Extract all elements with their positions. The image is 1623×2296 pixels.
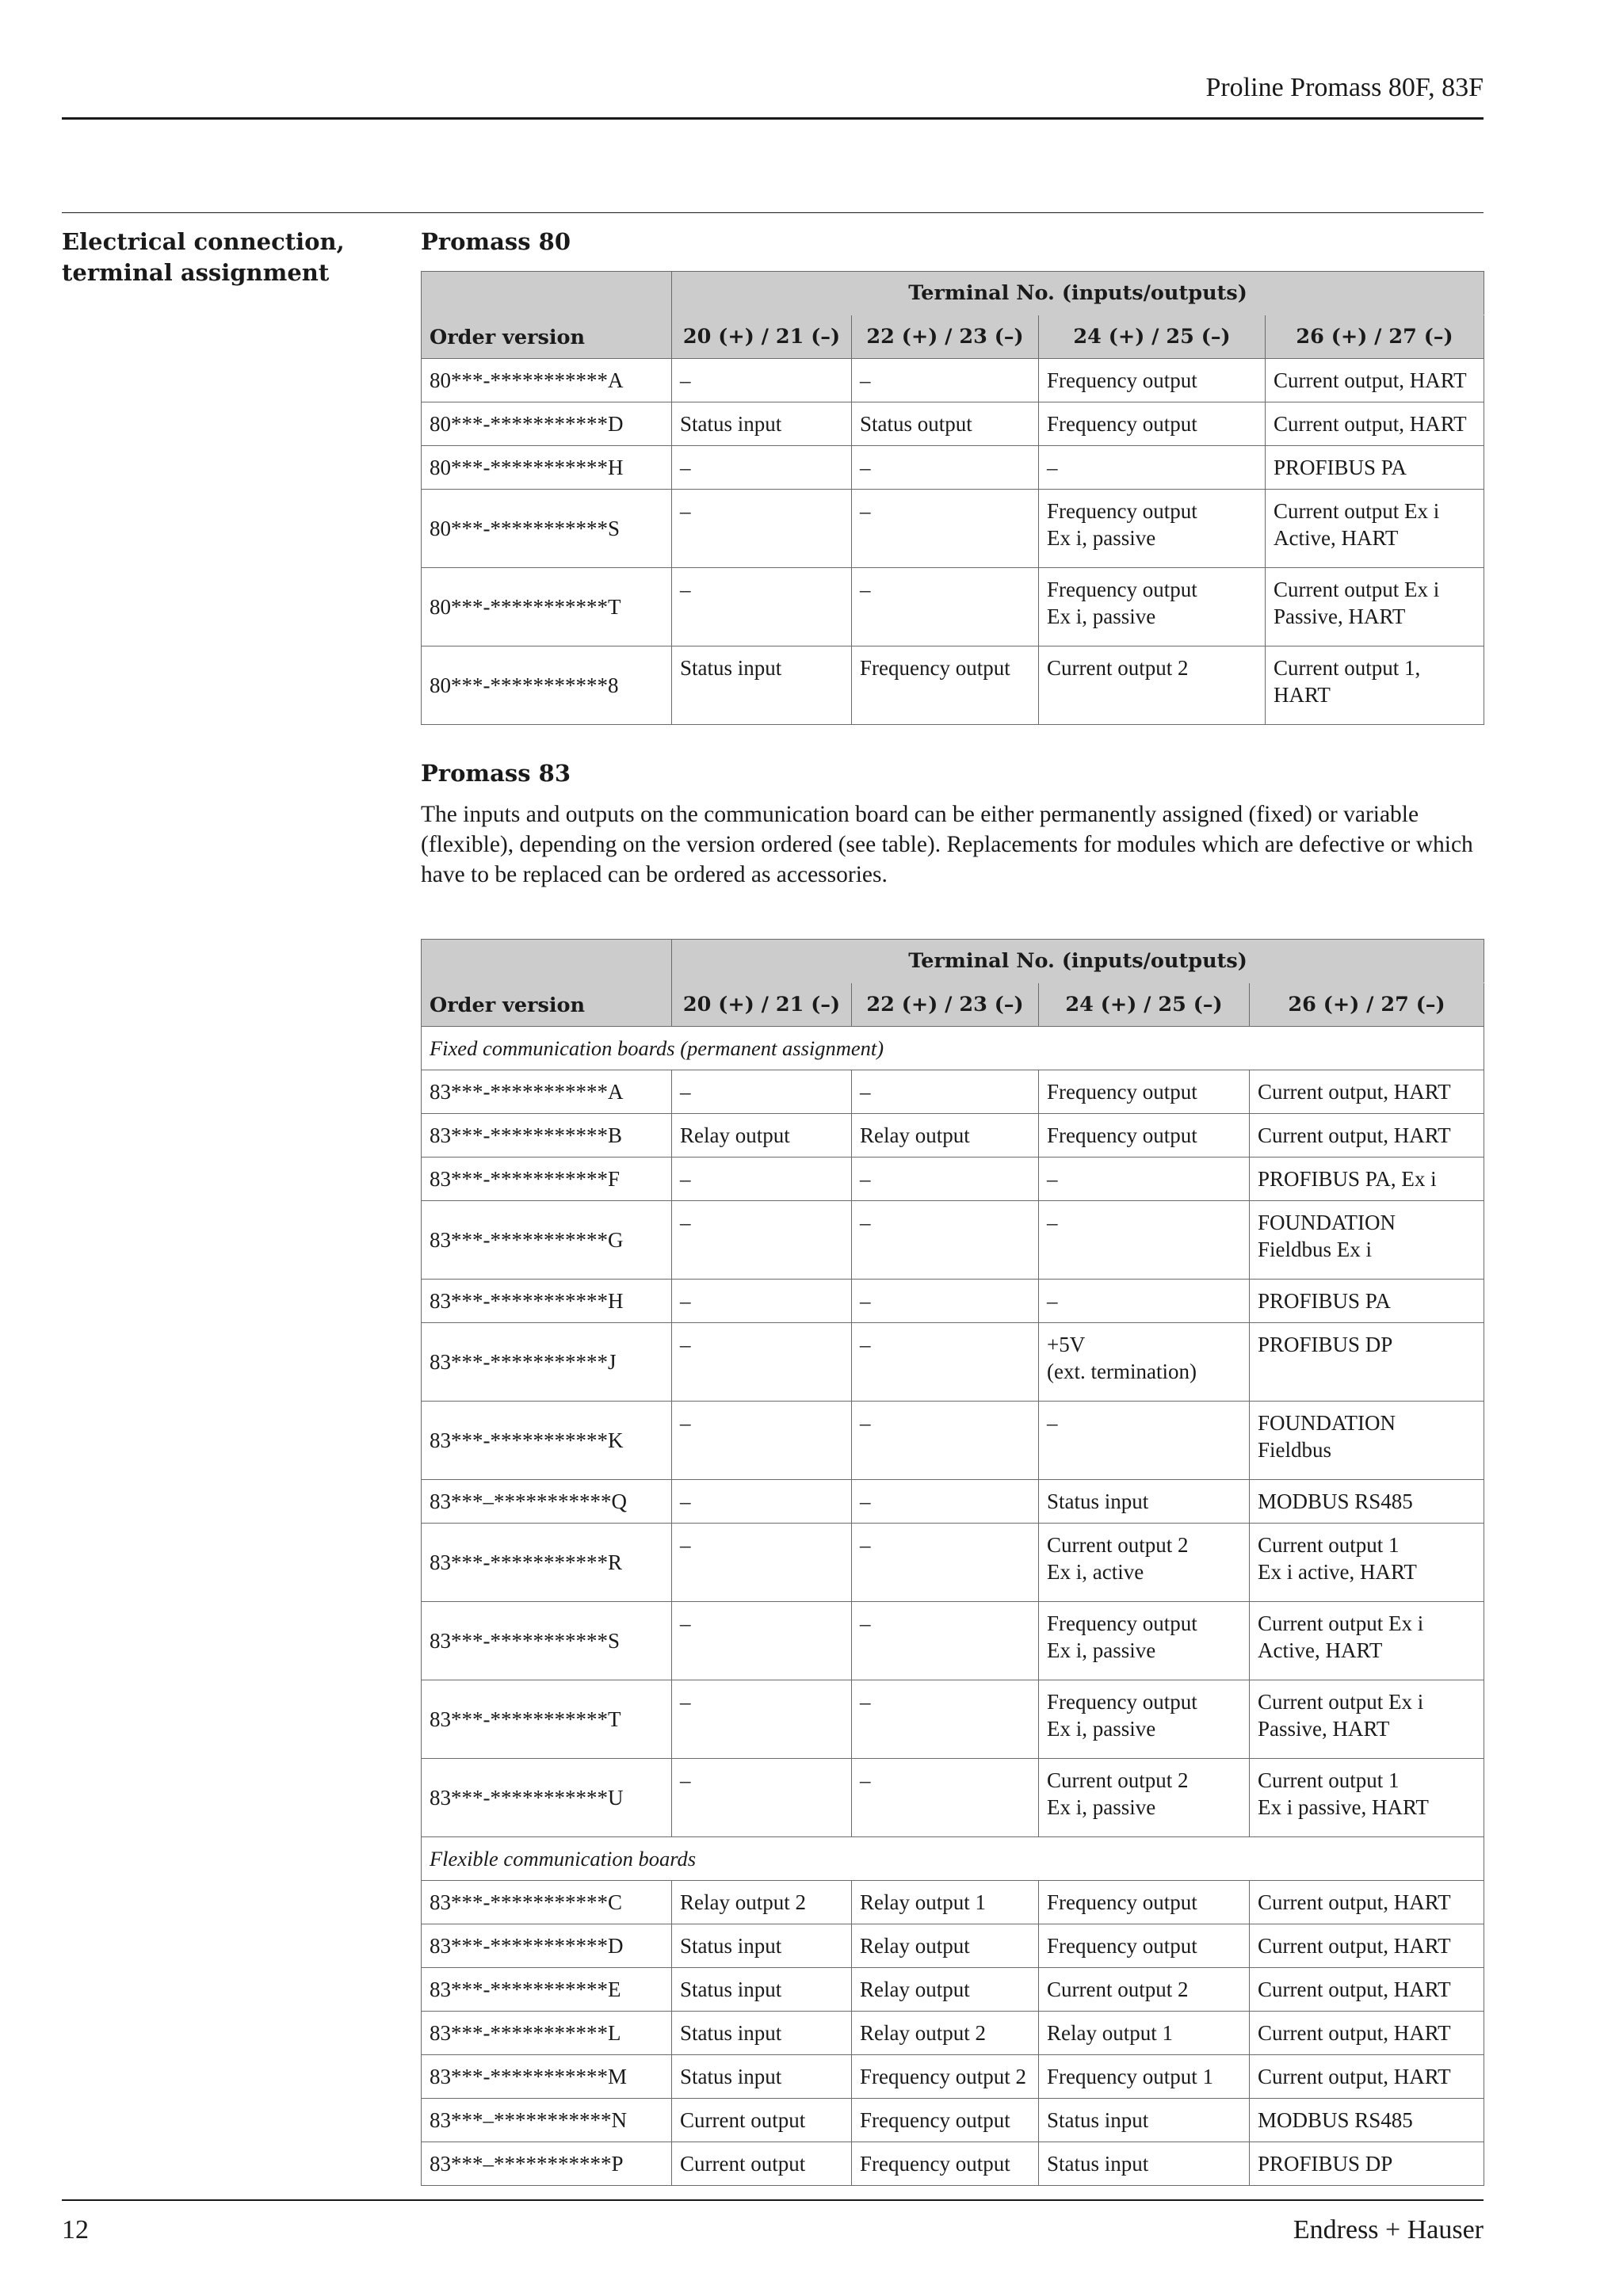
terminal-20-21-cell: Current output <box>672 2142 852 2186</box>
terminal-26-27-cell: PROFIBUS DP <box>1250 1323 1484 1402</box>
column-header-20-21: 20 (+) / 21 (–) <box>672 315 852 359</box>
terminal-20-21-cell: Current output <box>672 2099 852 2142</box>
column-header-24-25: 24 (+) / 25 (–) <box>1039 983 1250 1027</box>
brand-name: Endress + Hauser <box>1293 2215 1484 2245</box>
terminal-26-27-cell: Current output 1, HART <box>1266 646 1484 725</box>
promass80-table <box>421 271 1484 725</box>
order-version-cell: 83***-***********H <box>422 1280 672 1323</box>
promass83-table-body <box>422 1027 1484 1070</box>
terminal-22-23-cell: – <box>852 1602 1039 1680</box>
terminal-24-25-cell: Current output 2 <box>1039 646 1266 725</box>
terminal-24-25-cell: Frequency output <box>1039 1114 1250 1158</box>
terminal-26-27-cell: Current output, HART <box>1250 1881 1484 1924</box>
terminal-22-23-cell: – <box>852 568 1039 646</box>
terminal-20-21-cell: – <box>672 359 852 402</box>
order-version-cell: 83***-***********E <box>422 1968 672 2012</box>
terminal-26-27-cell: Current output, HART <box>1266 359 1484 402</box>
terminal-26-27-cell: FOUNDATION Fieldbus <box>1250 1402 1484 1480</box>
terminal-26-27-cell: Current output, HART <box>1266 402 1484 446</box>
group-label-fixed: Fixed communication boards (permanent assignment) <box>422 1027 1484 1070</box>
table-row <box>422 359 1484 402</box>
terminal-20-21-cell: Status input <box>672 1924 852 1968</box>
terminal-26-27-cell: PROFIBUS PA <box>1266 446 1484 490</box>
terminal-24-25-cell: Frequency output Ex i, passive <box>1039 1680 1250 1759</box>
terminal-26-27-cell: FOUNDATION Fieldbus Ex i <box>1250 1201 1484 1280</box>
terminal-22-23-cell: Status output <box>852 402 1039 446</box>
terminal-24-25-cell: Status input <box>1039 1480 1250 1524</box>
terminal-20-21-cell: Relay output 2 <box>672 1881 852 1924</box>
terminal-header: Terminal No. (inputs/outputs) <box>672 940 1484 983</box>
order-version-cell: 83***-***********C <box>422 1881 672 1924</box>
order-version-cell: 83***-***********J <box>422 1323 672 1402</box>
order-version-cell: 83***-***********U <box>422 1759 672 1837</box>
terminal-20-21-cell: – <box>672 1759 852 1837</box>
table-row <box>422 402 1484 446</box>
terminal-26-27-cell: PROFIBUS PA, Ex i <box>1250 1158 1484 1201</box>
terminal-24-25-cell: Status input <box>1039 2142 1250 2186</box>
promass83-table-wrap <box>421 939 1484 2186</box>
terminal-24-25-cell: Current output 2 <box>1039 1968 1250 2012</box>
terminal-26-27-cell: MODBUS RS485 <box>1250 2099 1484 2142</box>
group-row-flexible <box>422 1837 1484 1881</box>
table-row <box>422 1402 1484 1480</box>
order-version-cell: 83***-***********M <box>422 2055 672 2099</box>
table-row <box>422 2142 1484 2186</box>
terminal-22-23-cell: – <box>852 446 1039 490</box>
table-row <box>422 568 1484 646</box>
terminal-26-27-cell: Current output 1 Ex i active, HART <box>1250 1524 1484 1602</box>
order-version-cell: 83***-***********A <box>422 1070 672 1114</box>
order-version-cell: 83***-***********D <box>422 1924 672 1968</box>
terminal-26-27-cell: Current output, HART <box>1250 2055 1484 2099</box>
order-version-cell: 80***-***********A <box>422 359 672 402</box>
terminal-20-21-cell: Status input <box>672 2055 852 2099</box>
table-row <box>422 1323 1484 1402</box>
terminal-24-25-cell: – <box>1039 1201 1250 1280</box>
terminal-22-23-cell: – <box>852 1280 1039 1323</box>
order-version-cell: 80***-***********S <box>422 490 672 568</box>
group-label-flexible: Flexible communication boards <box>422 1837 1484 1881</box>
table-row <box>422 2055 1484 2099</box>
promass80-heading: Promass 80 <box>421 228 571 255</box>
terminal-20-21-cell: – <box>672 1480 852 1524</box>
terminal-20-21-cell: – <box>672 568 852 646</box>
group-row-fixed <box>422 1027 1484 1070</box>
terminal-24-25-cell: Frequency output 1 <box>1039 2055 1250 2099</box>
terminal-24-25-cell: Current output 2 Ex i, active <box>1039 1524 1250 1602</box>
terminal-24-25-cell: Frequency output <box>1039 359 1266 402</box>
promass83-flexible-group <box>422 1837 1484 1881</box>
promass83-fixed-rows <box>422 1070 1484 1837</box>
section-rule <box>62 212 1484 213</box>
table-row <box>422 446 1484 490</box>
table-row <box>422 490 1484 568</box>
order-version-cell: 83***-***********S <box>422 1602 672 1680</box>
terminal-22-23-cell: Relay output 2 <box>852 2012 1039 2055</box>
order-version-cell: 83***-***********L <box>422 2012 672 2055</box>
promass83-flexible-rows <box>422 1881 1484 2186</box>
terminal-20-21-cell: Status input <box>672 2012 852 2055</box>
terminal-20-21-cell: – <box>672 1158 852 1201</box>
terminal-20-21-cell: – <box>672 1280 852 1323</box>
column-header-order-version: Order version <box>422 940 672 1027</box>
terminal-24-25-cell: – <box>1039 1158 1250 1201</box>
terminal-26-27-cell: MODBUS RS485 <box>1250 1480 1484 1524</box>
terminal-26-27-cell: Current output Ex i Active, HART <box>1266 490 1484 568</box>
terminal-24-25-cell: Frequency output <box>1039 402 1266 446</box>
terminal-24-25-cell: Relay output 1 <box>1039 2012 1250 2055</box>
terminal-26-27-cell: Current output Ex i Active, HART <box>1250 1602 1484 1680</box>
terminal-20-21-cell: Relay output <box>672 1114 852 1158</box>
terminal-26-27-cell: PROFIBUS DP <box>1250 2142 1484 2186</box>
terminal-20-21-cell: – <box>672 1524 852 1602</box>
order-version-cell: 83***-***********K <box>422 1402 672 1480</box>
terminal-22-23-cell: – <box>852 1158 1039 1201</box>
terminal-24-25-cell: Frequency output Ex i, passive <box>1039 568 1266 646</box>
terminal-26-27-cell: Current output, HART <box>1250 2012 1484 2055</box>
terminal-header: Terminal No. (inputs/outputs) <box>672 272 1484 315</box>
table-row <box>422 1114 1484 1158</box>
promass83-section <box>421 758 1484 890</box>
terminal-24-25-cell: Frequency output <box>1039 1924 1250 1968</box>
terminal-26-27-cell: PROFIBUS PA <box>1250 1280 1484 1323</box>
promass80-table-body <box>422 359 1484 725</box>
side-heading <box>62 227 379 288</box>
table-row <box>422 1201 1484 1280</box>
promass83-intro: The inputs and outputs on the communication board can be either permanently assigned (fixed) or variable (flexible), depending on the version ordered (see table). Replacements for modules which are defective or which have to be replaced can be ordered as accessories. <box>421 802 1473 887</box>
promass80-table-wrap <box>421 271 1484 725</box>
terminal-22-23-cell: Frequency output <box>852 2099 1039 2142</box>
terminal-26-27-cell: Current output Ex i Passive, HART <box>1250 1680 1484 1759</box>
side-heading-line-1: Electrical connection, <box>62 228 345 255</box>
terminal-24-25-cell: Status input <box>1039 2099 1250 2142</box>
promass83-table <box>421 939 1484 2186</box>
table-row <box>422 1759 1484 1837</box>
column-header-22-23: 22 (+) / 23 (–) <box>852 315 1039 359</box>
order-version-cell: 83***-***********T <box>422 1680 672 1759</box>
terminal-20-21-cell: – <box>672 490 852 568</box>
column-header-order-version: Order version <box>422 272 672 359</box>
table-row <box>422 1968 1484 2012</box>
table-row <box>422 1070 1484 1114</box>
terminal-22-23-cell: Relay output 1 <box>852 1881 1039 1924</box>
table-row <box>422 1524 1484 1602</box>
order-version-cell: 80***-***********T <box>422 568 672 646</box>
terminal-22-23-cell: – <box>852 1480 1039 1524</box>
terminal-20-21-cell: – <box>672 1323 852 1402</box>
terminal-22-23-cell: Frequency output 2 <box>852 2055 1039 2099</box>
terminal-20-21-cell: – <box>672 1402 852 1480</box>
terminal-20-21-cell: – <box>672 1602 852 1680</box>
column-header-24-25: 24 (+) / 25 (–) <box>1039 315 1266 359</box>
terminal-20-21-cell: – <box>672 1680 852 1759</box>
terminal-24-25-cell: Frequency output Ex i, passive <box>1039 1602 1250 1680</box>
terminal-24-25-cell: – <box>1039 1280 1250 1323</box>
order-version-cell: 83***–***********Q <box>422 1480 672 1524</box>
terminal-24-25-cell: Frequency output <box>1039 1070 1250 1114</box>
terminal-20-21-cell: – <box>672 1201 852 1280</box>
order-version-cell: 83***–***********P <box>422 2142 672 2186</box>
terminal-24-25-cell: +5V (ext. termination) <box>1039 1323 1250 1402</box>
terminal-20-21-cell: – <box>672 1070 852 1114</box>
table-row <box>422 646 1484 725</box>
terminal-26-27-cell: Current output, HART <box>1250 1968 1484 2012</box>
terminal-22-23-cell: – <box>852 1323 1039 1402</box>
terminal-22-23-cell: – <box>852 359 1039 402</box>
terminal-22-23-cell: Relay output <box>852 1968 1039 2012</box>
table-row <box>422 1602 1484 1680</box>
terminal-20-21-cell: – <box>672 446 852 490</box>
promass80-section <box>421 227 1484 257</box>
order-version-cell: 80***-***********D <box>422 402 672 446</box>
page-header <box>62 70 1484 120</box>
terminal-22-23-cell: Relay output <box>852 1114 1039 1158</box>
terminal-22-23-cell: – <box>852 1201 1039 1280</box>
terminal-26-27-cell: Current output, HART <box>1250 1924 1484 1968</box>
terminal-20-21-cell: Status input <box>672 646 852 725</box>
page-footer <box>62 2199 1484 2245</box>
terminal-22-23-cell: Frequency output <box>852 646 1039 725</box>
document-title: Proline Promass 80F, 83F <box>1205 73 1484 102</box>
table-row <box>422 2099 1484 2142</box>
terminal-20-21-cell: Status input <box>672 402 852 446</box>
terminal-22-23-cell: – <box>852 1070 1039 1114</box>
order-version-cell: 83***-***********B <box>422 1114 672 1158</box>
terminal-22-23-cell: – <box>852 1524 1039 1602</box>
order-version-cell: 83***-***********F <box>422 1158 672 1201</box>
order-version-cell: 80***-***********8 <box>422 646 672 725</box>
promass83-heading: Promass 83 <box>421 760 571 787</box>
order-version-cell: 83***-***********G <box>422 1201 672 1280</box>
terminal-22-23-cell: – <box>852 1759 1039 1837</box>
table-row <box>422 1480 1484 1524</box>
terminal-22-23-cell: – <box>852 1402 1039 1480</box>
order-version-cell: 80***-***********H <box>422 446 672 490</box>
terminal-24-25-cell: Current output 2 Ex i, passive <box>1039 1759 1250 1837</box>
column-header-26-27: 26 (+) / 27 (–) <box>1266 315 1484 359</box>
terminal-26-27-cell: Current output Ex i Passive, HART <box>1266 568 1484 646</box>
terminal-22-23-cell: – <box>852 1680 1039 1759</box>
terminal-24-25-cell: – <box>1039 446 1266 490</box>
terminal-24-25-cell: – <box>1039 1402 1250 1480</box>
terminal-20-21-cell: Status input <box>672 1968 852 2012</box>
terminal-26-27-cell: Current output, HART <box>1250 1114 1484 1158</box>
terminal-24-25-cell: Frequency output Ex i, passive <box>1039 490 1266 568</box>
terminal-26-27-cell: Current output, HART <box>1250 1070 1484 1114</box>
table-row <box>422 1280 1484 1323</box>
column-header-20-21: 20 (+) / 21 (–) <box>672 983 852 1027</box>
table-row <box>422 2012 1484 2055</box>
page-number: 12 <box>62 2215 89 2245</box>
terminal-24-25-cell: Frequency output <box>1039 1881 1250 1924</box>
table-row <box>422 1680 1484 1759</box>
terminal-22-23-cell: Frequency output <box>852 2142 1039 2186</box>
order-version-cell: 83***-***********R <box>422 1524 672 1602</box>
side-heading-line-2: terminal assignment <box>62 259 330 286</box>
terminal-22-23-cell: Relay output <box>852 1924 1039 1968</box>
table-row <box>422 1881 1484 1924</box>
table-row <box>422 1158 1484 1201</box>
column-header-22-23: 22 (+) / 23 (–) <box>852 983 1039 1027</box>
table-row <box>422 1924 1484 1968</box>
terminal-22-23-cell: – <box>852 490 1039 568</box>
column-header-26-27: 26 (+) / 27 (–) <box>1250 983 1484 1027</box>
terminal-26-27-cell: Current output 1 Ex i passive, HART <box>1250 1759 1484 1837</box>
order-version-cell: 83***–***********N <box>422 2099 672 2142</box>
